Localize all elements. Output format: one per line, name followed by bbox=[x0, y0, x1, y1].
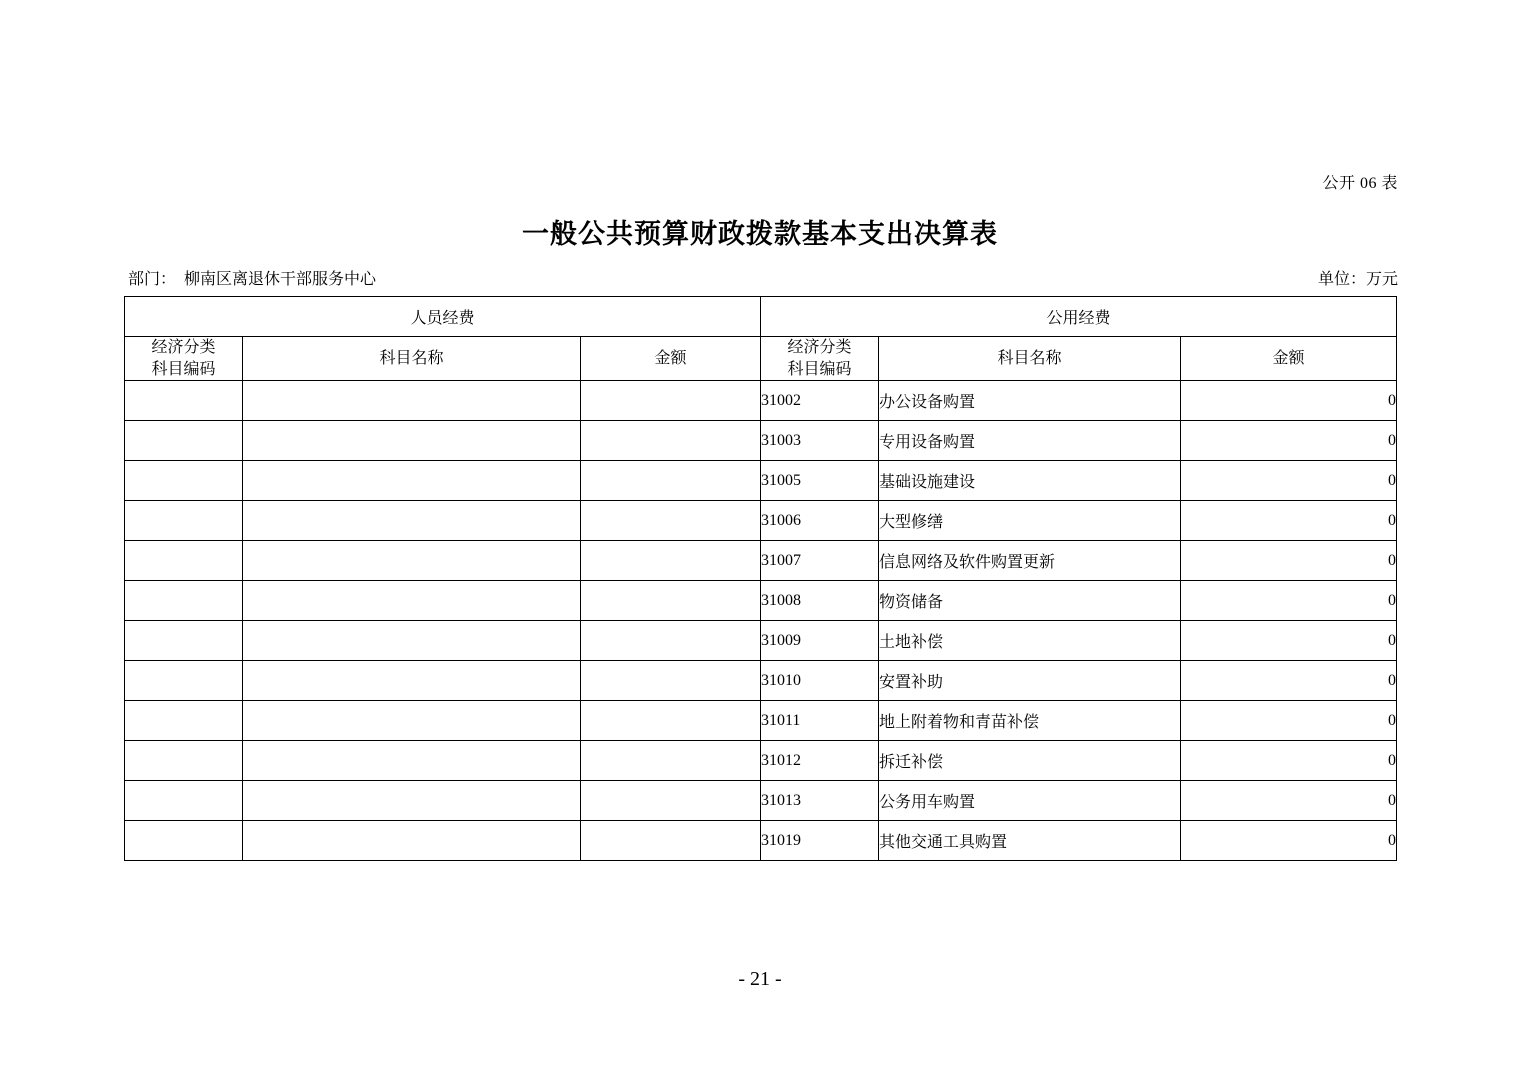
budget-table bbox=[124, 296, 1397, 861]
cell-left-amount bbox=[581, 701, 761, 741]
cell-left-name bbox=[243, 821, 581, 861]
cell-left-code bbox=[125, 421, 243, 461]
cell-right-code: 31019 bbox=[761, 821, 879, 861]
cell-left-code bbox=[125, 661, 243, 701]
cell-right-name: 办公设备购置 bbox=[879, 381, 1181, 421]
cell-right-amount: 0 bbox=[1181, 621, 1397, 661]
cell-right-amount: 0 bbox=[1181, 461, 1397, 501]
column-header-right-name: 科目名称 bbox=[879, 337, 1181, 381]
table-row bbox=[125, 461, 1397, 501]
column-header-right-amount: 金额 bbox=[1181, 337, 1397, 381]
table-row bbox=[125, 581, 1397, 621]
table-column-header-row bbox=[125, 337, 1397, 381]
cell-left-amount bbox=[581, 421, 761, 461]
cell-left-code bbox=[125, 381, 243, 421]
cell-left-amount bbox=[581, 381, 761, 421]
cell-right-amount: 0 bbox=[1181, 501, 1397, 541]
cell-left-name bbox=[243, 701, 581, 741]
page-title: 一般公共预算财政拨款基本支出决算表 bbox=[522, 219, 998, 249]
table-row bbox=[125, 501, 1397, 541]
cell-right-amount: 0 bbox=[1181, 661, 1397, 701]
cell-right-code: 31002 bbox=[761, 381, 879, 421]
cell-right-amount: 0 bbox=[1181, 381, 1397, 421]
cell-right-name: 专用设备购置 bbox=[879, 421, 1181, 461]
cell-left-name bbox=[243, 781, 581, 821]
cell-left-amount bbox=[581, 581, 761, 621]
table-row bbox=[125, 741, 1397, 781]
cell-right-name: 物资储备 bbox=[879, 581, 1181, 621]
cell-right-name: 拆迁补偿 bbox=[879, 741, 1181, 781]
column-header-left-code bbox=[125, 337, 243, 381]
cell-left-amount bbox=[581, 661, 761, 701]
cell-left-code bbox=[125, 541, 243, 581]
cell-left-amount bbox=[581, 541, 761, 581]
table-row bbox=[125, 421, 1397, 461]
table-body bbox=[125, 297, 1397, 861]
cell-left-name bbox=[243, 461, 581, 501]
group-header-personnel: 人员经费 bbox=[125, 297, 761, 337]
cell-right-name: 信息网络及软件购置更新 bbox=[879, 541, 1181, 581]
form-tag: 公开 06 表 bbox=[1322, 175, 1398, 192]
cell-left-code bbox=[125, 781, 243, 821]
cell-left-name bbox=[243, 661, 581, 701]
column-header-left-name: 科目名称 bbox=[243, 337, 581, 381]
cell-right-name: 安置补助 bbox=[879, 661, 1181, 701]
unit-label: 单位：万元 bbox=[1317, 271, 1398, 288]
cell-left-code bbox=[125, 581, 243, 621]
cell-right-name: 其他交通工具购置 bbox=[879, 821, 1181, 861]
column-header-left-code-line1: 经济分类 bbox=[151, 339, 216, 356]
column-header-right-code-line2: 科目编码 bbox=[787, 360, 852, 378]
cell-right-amount: 0 bbox=[1181, 541, 1397, 581]
cell-right-name: 土地补偿 bbox=[879, 621, 1181, 661]
department-label: 部门： 柳南区离退休干部服务中心 bbox=[128, 271, 377, 288]
cell-right-code: 31009 bbox=[761, 621, 879, 661]
cell-right-code: 31006 bbox=[761, 501, 879, 541]
cell-left-code bbox=[125, 461, 243, 501]
cell-right-code: 31013 bbox=[761, 781, 879, 821]
cell-right-code: 31008 bbox=[761, 581, 879, 621]
table-row bbox=[125, 821, 1397, 861]
cell-left-amount bbox=[581, 741, 761, 781]
cell-left-amount bbox=[581, 821, 761, 861]
cell-right-code: 31007 bbox=[761, 541, 879, 581]
cell-right-amount: 0 bbox=[1181, 781, 1397, 821]
cell-right-amount: 0 bbox=[1181, 821, 1397, 861]
cell-left-name bbox=[243, 541, 581, 581]
cell-right-code: 31010 bbox=[761, 661, 879, 701]
cell-left-amount bbox=[581, 621, 761, 661]
cell-right-code: 31012 bbox=[761, 741, 879, 781]
column-header-right-code-line1: 经济分类 bbox=[787, 339, 852, 356]
cell-right-amount: 0 bbox=[1181, 701, 1397, 741]
table-row bbox=[125, 781, 1397, 821]
cell-right-name: 公务用车购置 bbox=[879, 781, 1181, 821]
cell-right-amount: 0 bbox=[1181, 581, 1397, 621]
cell-right-name: 地上附着物和青苗补偿 bbox=[879, 701, 1181, 741]
cell-right-code: 31003 bbox=[761, 421, 879, 461]
group-header-public: 公用经费 bbox=[761, 297, 1397, 337]
cell-left-code bbox=[125, 501, 243, 541]
column-header-left-amount: 金额 bbox=[581, 337, 761, 381]
cell-right-name: 基础设施建设 bbox=[879, 461, 1181, 501]
document-meta bbox=[128, 266, 1398, 288]
table-row bbox=[125, 661, 1397, 701]
column-header-right-code bbox=[761, 337, 879, 381]
table-row bbox=[125, 381, 1397, 421]
cell-left-name bbox=[243, 741, 581, 781]
cell-left-code bbox=[125, 621, 243, 661]
cell-left-amount bbox=[581, 461, 761, 501]
table-row bbox=[125, 541, 1397, 581]
cell-right-amount: 0 bbox=[1181, 421, 1397, 461]
cell-left-code bbox=[125, 741, 243, 781]
cell-left-name bbox=[243, 581, 581, 621]
cell-left-name bbox=[243, 501, 581, 541]
table-row bbox=[125, 701, 1397, 741]
cell-left-name bbox=[243, 421, 581, 461]
column-header-left-code-line2: 科目编码 bbox=[151, 360, 216, 378]
cell-right-code: 31011 bbox=[761, 701, 879, 741]
cell-left-amount bbox=[581, 781, 761, 821]
cell-left-name bbox=[243, 621, 581, 661]
cell-left-code bbox=[125, 821, 243, 861]
cell-right-amount: 0 bbox=[1181, 741, 1397, 781]
table-row bbox=[125, 621, 1397, 661]
cell-right-name: 大型修缮 bbox=[879, 501, 1181, 541]
cell-right-code: 31005 bbox=[761, 461, 879, 501]
page-number: - 21 - bbox=[738, 968, 782, 990]
cell-left-code bbox=[125, 701, 243, 741]
table-group-header-row bbox=[125, 297, 1397, 337]
cell-left-name bbox=[243, 381, 581, 421]
cell-left-amount bbox=[581, 501, 761, 541]
